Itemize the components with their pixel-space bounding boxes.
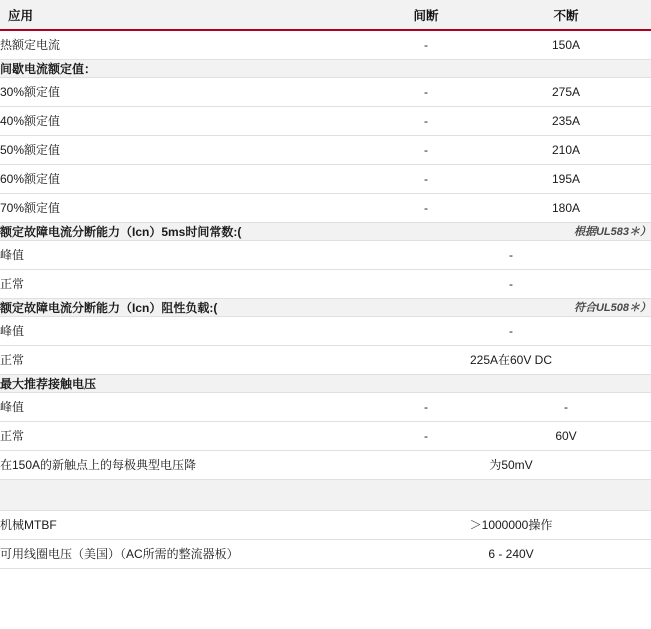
row-value: 225A在60V DC [371,345,651,374]
row-label: 在150A的新触点上的每极典型电压降 [0,450,371,479]
column-header-continuous: 不断 [481,0,651,30]
row-value: 为50mV [371,450,651,479]
table-row [0,421,651,450]
row-label: 可用线圈电压（美国）（AC所需的整流器板） [0,539,371,568]
row-value: 6 - 240V [371,539,651,568]
table-row [0,30,651,59]
row-label: 峰值 [0,392,371,421]
row-value: - [371,316,651,345]
table-row [0,164,651,193]
row-value-intermittent: - [371,421,481,450]
row-label: 正常 [0,421,371,450]
spacer-cell-continuous [481,479,651,510]
row-value-continuous: 195A [481,164,651,193]
row-label: 峰值 [0,316,371,345]
row-value-intermittent: - [371,77,481,106]
table-row [0,193,651,222]
table-row [0,269,651,298]
row-value-continuous: 180A [481,193,651,222]
table-row [0,240,651,269]
row-value-intermittent: - [371,135,481,164]
table-row [0,510,651,539]
row-value-intermittent: - [371,193,481,222]
row-value-continuous: 150A [481,30,651,59]
table-row [0,392,651,421]
table-body [0,30,651,568]
row-value: - [371,269,651,298]
row-value: - [371,240,651,269]
row-value-intermittent: - [371,106,481,135]
row-label: 30%额定值 [0,77,371,106]
row-label: 机械MTBF [0,510,371,539]
section-row [0,59,651,77]
section-label: 额定故障电流分断能力（Icn）5ms时间常数:( [0,222,371,240]
row-value-intermittent: - [371,164,481,193]
table-row [0,345,651,374]
row-label: 峰值 [0,240,371,269]
row-label: 正常 [0,269,371,298]
row-label: 70%额定值 [0,193,371,222]
row-label: 热额定电流 [0,30,371,59]
section-row [0,222,651,240]
table-row [0,450,651,479]
column-header-intermittent: 间断 [371,0,481,30]
row-value-continuous: 210A [481,135,651,164]
section-filler-continuous [481,374,651,392]
spacer-cell-app [0,479,371,510]
row-value-continuous: 235A [481,106,651,135]
section-row [0,374,651,392]
table-row [0,539,651,568]
row-label: 40%额定值 [0,106,371,135]
table-row [0,106,651,135]
table-row [0,77,651,106]
row-value-continuous: 275A [481,77,651,106]
row-value-continuous: - [481,392,651,421]
spacer-row [0,479,651,510]
row-value-continuous: 60V [481,421,651,450]
column-header-application: 应用 [0,0,371,30]
row-label: 正常 [0,345,371,374]
section-label: 间歇电流额定值： [0,59,371,77]
row-value-intermittent: - [371,392,481,421]
row-label: 50%额定值 [0,135,371,164]
table-row [0,316,651,345]
section-note: 符合UL508＊） [371,298,651,316]
spacer-cell-intermittent [371,479,481,510]
table-header-row [0,0,651,30]
row-label: 60%额定值 [0,164,371,193]
section-label: 额定故障电流分断能力（Icn）阻性负载:( [0,298,371,316]
section-filler-intermittent [371,59,481,77]
section-note: 根据UL583＊） [371,222,651,240]
section-label: 最大推荐接触电压 [0,374,371,392]
row-value: ＞1000000操作 [371,510,651,539]
section-filler-intermittent [371,374,481,392]
row-value-intermittent: - [371,30,481,59]
section-row [0,298,651,316]
section-filler-continuous [481,59,651,77]
table-row [0,135,651,164]
